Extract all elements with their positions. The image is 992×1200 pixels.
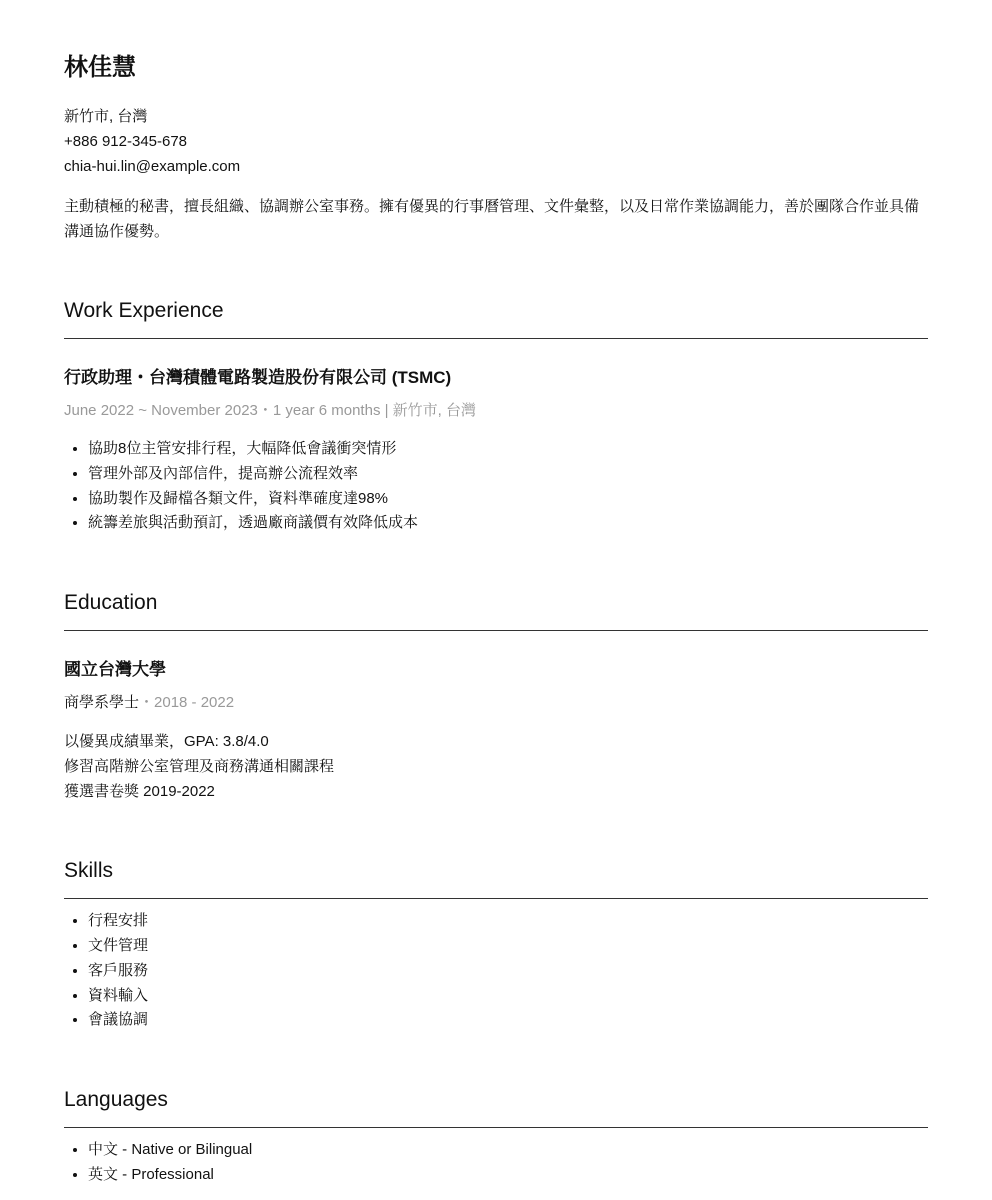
list-item: • 統籌差旅與活動預訂，透過廠商議價有效降低成本 [88,511,928,536]
section-heading: Skills [64,856,928,899]
candidate-name: 林佳慧 [64,54,136,81]
list-item: • 中文 - Native or Bilingual [88,1138,928,1163]
section-heading: Work Experience [64,296,928,339]
list-item: • 英文 - Professional [88,1163,928,1188]
job-title: 行政助理・台灣積體電路製造股份有限公司 (TSMC) [64,368,452,387]
work-experience-section [64,296,928,536]
school-name: 國立台灣大學 [64,660,166,680]
section-heading: Education [64,588,928,631]
skills-section [64,856,928,1033]
degree: 商學系學士 [64,694,140,712]
list-item: • 協助製作及歸檔各類文件，資料準確度達98% [88,487,928,512]
languages-list [64,1138,928,1188]
list-item: • 管理外部及內部信件，提高辦公流程效率 [88,462,928,487]
location: 新竹市, 台灣 [64,108,148,125]
summary: 主動積極的秘書，擅長組織、協調辦公室事務。擁有優異的行事曆管理、文件彙整，以及日常作業協調能力，善於團隊合作並具備溝通協作優勢。 [64,198,920,240]
list-item: • 客戶服務 [88,959,928,984]
languages-section [64,1085,928,1188]
list-item: • 文件管理 [88,934,928,959]
detail-line: 以優異成績畢業，GPA: 3.8/4.0 [64,733,269,751]
job-meta: June 2022 ~ November 2023・1 year 6 months | 新竹市, 台灣 [64,402,477,419]
job-bullets [64,437,928,536]
detail-line: 獲選書卷獎 2019-2022 [64,783,215,801]
section-heading: Languages [64,1085,928,1128]
email: chia-hui.lin@example.com [64,158,241,175]
list-item: • 會議協調 [88,1008,928,1033]
phone: +886 912-345-678 [64,133,188,150]
years: ・2018 - 2022 [139,694,235,712]
list-item: • 協助8位主管安排行程，大幅降低會議衝突情形 [88,437,928,462]
education-section [64,588,928,804]
list-item: • 行程安排 [88,909,928,934]
detail-line: 修習高階辦公室管理及商務溝通相關課程 [64,758,335,776]
degree-meta [64,691,928,715]
skills-list [64,909,928,1033]
education-details [64,729,928,804]
list-item: • 資料輸入 [88,984,928,1009]
